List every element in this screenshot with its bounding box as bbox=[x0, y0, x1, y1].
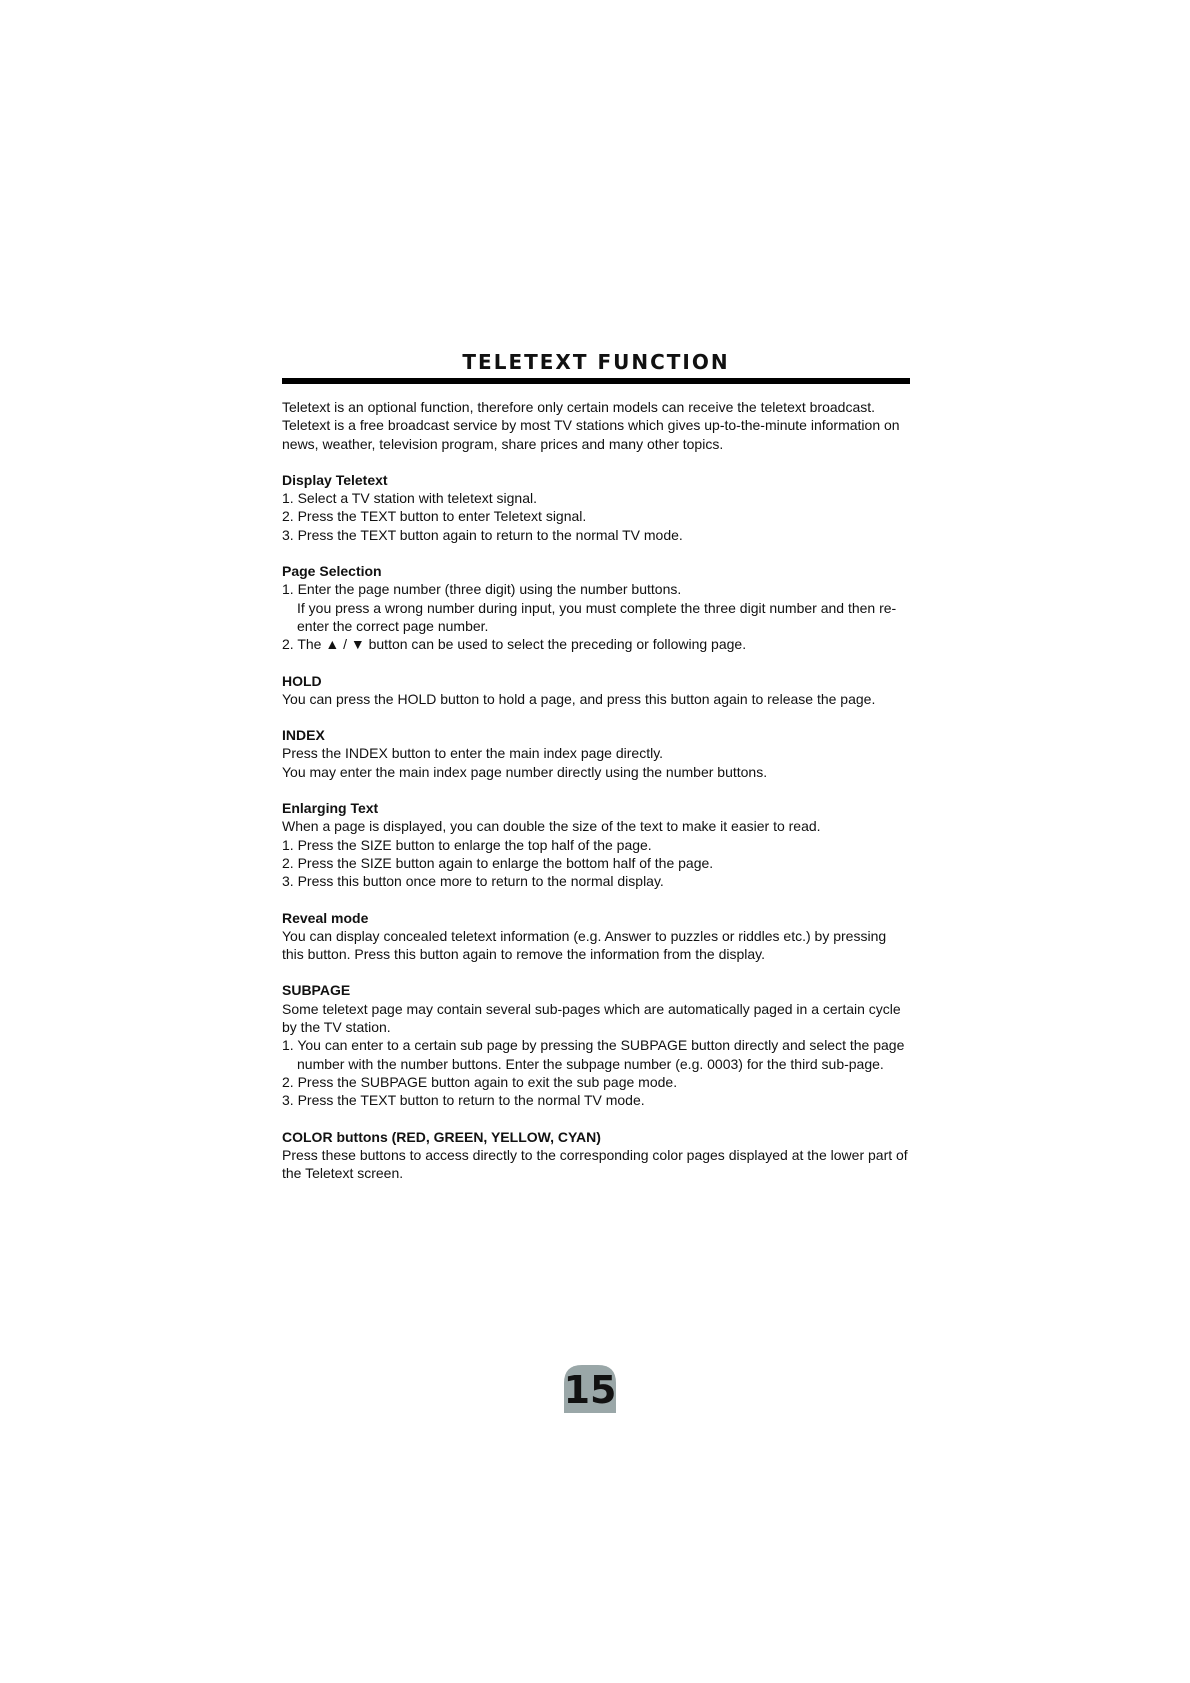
title-rule bbox=[282, 378, 910, 384]
section-text: When a page is displayed, you can double the size of the text to make it easier to read. bbox=[282, 818, 821, 835]
page-number: 15 bbox=[564, 1368, 616, 1412]
step-item: 3. Press the TEXT button again to return to the normal TV mode. bbox=[282, 526, 683, 543]
reveal-mode-section bbox=[282, 909, 910, 964]
section-heading: HOLD bbox=[282, 672, 322, 689]
step-item: 1. You can enter to a certain sub page by pressing the SUBPAGE button directly and select the page number with the number buttons. Enter the subpage number (e.g. 0003) for the third sub-page. bbox=[282, 1037, 905, 1072]
subpage-section bbox=[282, 981, 910, 1109]
step-item: 2. Press the SUBPAGE button again to exit the sub page mode. bbox=[282, 1073, 678, 1090]
step-list bbox=[282, 836, 910, 891]
enlarging-text-section bbox=[282, 799, 910, 890]
section-heading: Enlarging Text bbox=[282, 800, 379, 817]
step-note: If you press a wrong number during input, you must complete the three digit number and then re-enter the correct page number. bbox=[297, 599, 897, 634]
step-item bbox=[282, 635, 910, 653]
intro-line: Teletext is a free broadcast service by most TV stations which gives up-to-the-minute information on news, weather, television program, share prices and many other topics. bbox=[282, 417, 900, 452]
step-list bbox=[282, 580, 910, 653]
section-heading: INDEX bbox=[282, 727, 325, 744]
page-number-badge bbox=[564, 1365, 616, 1413]
section-text: Some teletext page may contain several sub-pages which are automatically paged in a certain cycle by the TV station. bbox=[282, 1000, 901, 1036]
step-item: 2. Press the TEXT button to enter Teletext signal. bbox=[282, 508, 587, 525]
step-item: 1. Select a TV station with teletext signal. bbox=[282, 490, 537, 507]
step-item: 1. Press the SIZE button to enlarge the top half of the page. bbox=[282, 836, 652, 853]
intro-line: Teletext is an optional function, therefore only certain models can receive the teletext broadcast. bbox=[282, 399, 876, 415]
step-text: button can be used to select the preceding or following page. bbox=[368, 636, 747, 653]
section-text: You may enter the main index page number directly using the number buttons. bbox=[282, 763, 768, 780]
section-text: You can display concealed teletext information (e.g. Answer to puzzles or riddles etc.) by pressing this button. Press this button again to remove the information from the display. bbox=[282, 927, 887, 963]
step-text: 2. The bbox=[282, 636, 322, 653]
section-heading: Page Selection bbox=[282, 563, 382, 580]
section-text: You can press the HOLD button to hold a page, and press this button again to release the page. bbox=[282, 690, 876, 707]
step-item: 3. Press this button once more to return to the normal display. bbox=[282, 873, 664, 890]
section-heading: Reveal mode bbox=[282, 909, 369, 926]
intro-section bbox=[282, 398, 910, 453]
step-list bbox=[282, 489, 910, 544]
step-text: 1. Enter the page number (three digit) using the number buttons. bbox=[282, 581, 682, 598]
manual-page bbox=[282, 348, 910, 1182]
step-item: 3. Press the TEXT button to return to the normal TV mode. bbox=[282, 1092, 645, 1109]
up-down-arrow-icon: ▲ / ▼ bbox=[325, 636, 365, 653]
step-item bbox=[282, 580, 910, 635]
color-buttons-section bbox=[282, 1128, 910, 1183]
section-heading: SUBPAGE bbox=[282, 982, 351, 999]
section-heading: Display Teletext bbox=[282, 471, 388, 488]
section-text: Press these buttons to access directly to the corresponding color pages displayed at the lower part of the Teletext screen. bbox=[282, 1146, 908, 1182]
step-item: 2. Press the SIZE button again to enlarge the bottom half of the page. bbox=[282, 854, 714, 871]
index-section bbox=[282, 726, 910, 781]
hold-section bbox=[282, 672, 910, 709]
page-selection-section bbox=[282, 562, 910, 653]
section-heading: COLOR buttons (RED, GREEN, YELLOW, CYAN) bbox=[282, 1128, 601, 1145]
display-teletext-section bbox=[282, 471, 910, 544]
step-list bbox=[282, 1036, 910, 1109]
section-text: Press the INDEX button to enter the main index page directly. bbox=[282, 745, 664, 762]
page-title: TELETEXT FUNCTION bbox=[462, 350, 730, 374]
